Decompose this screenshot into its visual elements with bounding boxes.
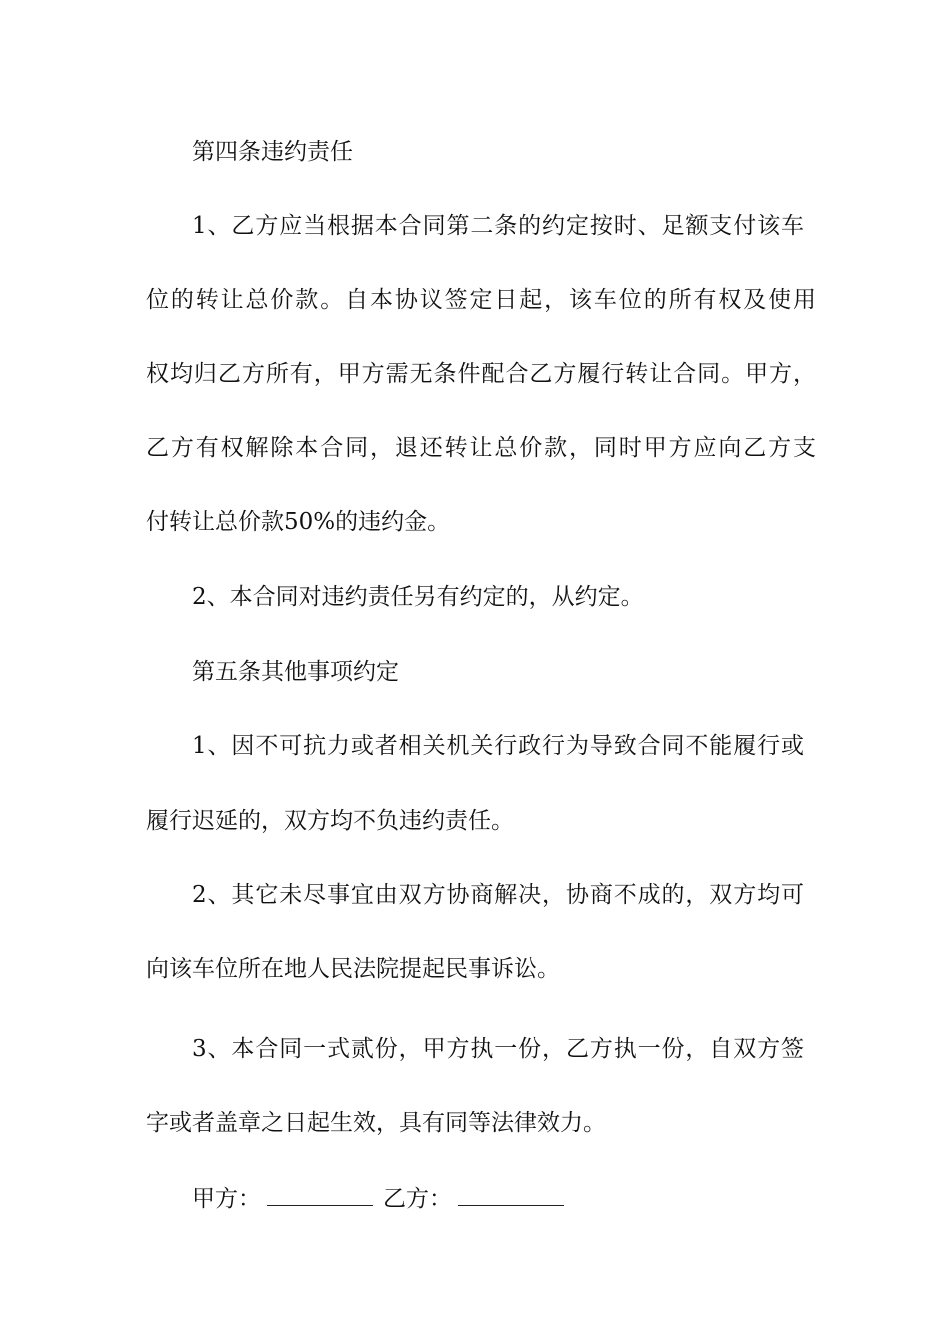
article-4-item-2: 2、本合同对违约责任另有约定的，从约定。 (192, 584, 644, 610)
article-4-item-1-line-4: 乙方有权解除本合同，退还转让总价款，同时甲方应向乙方支 (146, 435, 816, 461)
signature-line (192, 1183, 574, 1214)
article-4-item-1-line-2: 位的转让总价款。自本协议签定日起，该车位的所有权及使用 (146, 287, 816, 313)
article-5-item-3-line-1: 3、本合同一式贰份，甲方执一份，乙方执一份，自双方签 (192, 1036, 804, 1062)
article-5-item-1-line-2: 履行迟延的，双方均不负违约责任。 (146, 808, 514, 834)
party-b-signature-blank[interactable] (458, 1183, 564, 1206)
article-5-title: 第五条其他事项约定 (192, 659, 399, 685)
article-5-item-1-line-1: 1、因不可抗力或者相关机关行政行为导致合同不能履行或 (192, 733, 804, 759)
party-b-label: 乙方： (383, 1186, 452, 1212)
article-4-title: 第四条违约责任 (192, 139, 353, 165)
article-4-item-1-line-1: 1、乙方应当根据本合同第二条的约定按时、足额支付该车 (192, 213, 804, 239)
article-5-item-2-line-1: 2、其它未尽事宜由双方协商解决，协商不成的，双方均可 (192, 882, 804, 908)
article-5-item-3-line-2: 字或者盖章之日起生效，具有同等法律效力。 (146, 1110, 606, 1136)
party-a-label: 甲方： (192, 1186, 261, 1212)
article-4-item-1-line-5: 付转让总价款50%的违约金。 (146, 509, 451, 535)
article-5-item-2-line-2: 向该车位所在地人民法院提起民事诉讼。 (146, 956, 560, 982)
article-4-item-1-line-3: 权均归乙方所有，甲方需无条件配合乙方履行转让合同。甲方， (146, 361, 816, 387)
party-a-signature-blank[interactable] (267, 1183, 373, 1206)
